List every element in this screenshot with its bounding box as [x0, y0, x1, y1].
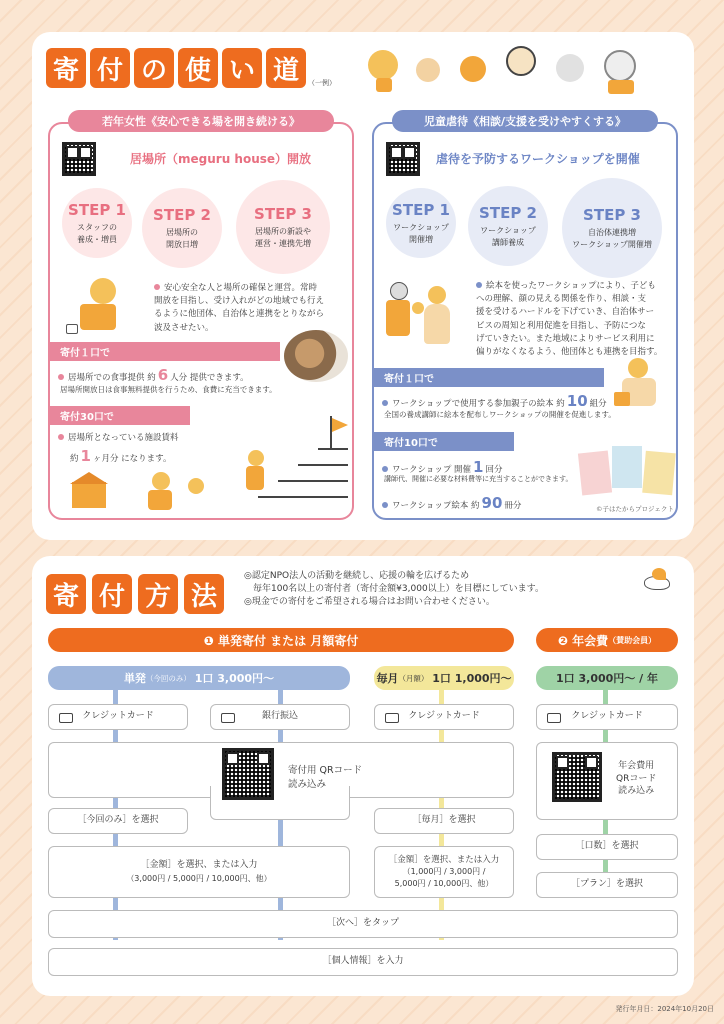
- bank-transfer-button[interactable]: 銀行振込: [210, 704, 350, 730]
- workshop-picturebook-line: ワークショップ絵本 約 90 冊分: [382, 492, 602, 515]
- donation-1-unit-band: 寄付１口で: [50, 342, 280, 361]
- amount-monthly-box[interactable]: ［金額］を選択、または入力 （1,000円 / 3,000円 / 5,000円 / 10,000円、他）: [374, 846, 514, 898]
- title-char: 寄: [46, 574, 86, 614]
- one-time-or-monthly-header: ❶ 単発寄付 または 月額寄付: [48, 628, 514, 652]
- shelter-rent-line: 居場所となっている施設賃料 約 1 ヶ月分 になります。: [58, 432, 238, 468]
- workshop-subtitle: 虐待を予防するワークショップを開催: [436, 152, 640, 166]
- title-char: 寄: [46, 48, 86, 88]
- credit-card-icon: [59, 713, 73, 723]
- annual-qr-code[interactable]: [552, 752, 602, 802]
- donation-10-units-band: 寄付10口で: [374, 432, 514, 451]
- select-units-button[interactable]: ［口数］を選択: [536, 834, 678, 860]
- project-credit: ©子はたからプロジェクト: [596, 505, 674, 513]
- step-2-circle: STEP 2 居場所の 開放日増: [142, 188, 222, 268]
- shelter-meal-note: 居場所開放日は食事無料提供を行うため、食費に充当できます。: [60, 385, 277, 394]
- step-1-circle: STEP 1 スタッフの 養成・増員: [62, 188, 132, 258]
- credit-card-button[interactable]: クレジットカード: [48, 704, 188, 730]
- amount-single-box[interactable]: ［金額］を選択、または入力 （3,000円 / 5,000円 / 10,000円、他）: [48, 846, 350, 898]
- family-illustration: [368, 46, 668, 96]
- bird-icon: [640, 568, 678, 598]
- method-notes: ◎認定NPO法人の活動を継続し、応援の輪を広げるため 毎年100名以上の寄付者（寄付金額¥3,000以上）を目標にしています。 ◎現金での寄付をご希望される場合はお問い合わせください。: [244, 571, 544, 608]
- shelter-subtitle: 居場所（meguru house）開放: [130, 152, 312, 166]
- issue-date: 発行年月日：2024年10月20日: [615, 1005, 714, 1013]
- annual-qr-label: 年会費用 QRコード 読み込み: [616, 761, 657, 797]
- credit-card-button[interactable]: クレジットカード: [536, 704, 678, 730]
- donation-qr-code[interactable]: [222, 748, 274, 800]
- title-char: い: [222, 48, 262, 88]
- usage-title-note: （一例）: [308, 79, 336, 87]
- personal-info-button[interactable]: ［個人情報］を入力: [48, 948, 678, 976]
- title-char: 道: [266, 48, 306, 88]
- title-char: 付: [90, 48, 130, 88]
- monthly-price-header: 毎月 （月額） 1口 1,000円〜: [374, 666, 514, 690]
- method-title: [46, 574, 224, 614]
- picture-books-illustration: [580, 444, 676, 500]
- step-2-circle: STEP 2 ワークショップ 講師養成: [468, 186, 548, 266]
- young-women-header: 若年女性《安心できる場を開き続ける》: [68, 110, 334, 132]
- usage-card: [32, 32, 694, 540]
- shelter-meal-line: 居場所での食事提供 約 6 人分 提供できます。: [58, 364, 288, 387]
- stairs-flag-illustration: [238, 416, 348, 516]
- title-char: 使: [178, 48, 218, 88]
- donation-1-unit-band: 寄付１口で: [374, 368, 604, 387]
- donation-qr-label: 寄付用 QRコード 読み込み: [288, 765, 363, 791]
- next-button[interactable]: ［次へ］をタップ: [48, 910, 678, 938]
- select-plan-button[interactable]: ［プラン］を選択: [536, 872, 678, 898]
- select-once-button[interactable]: ［今回のみ］を選択: [48, 808, 188, 834]
- usage-title: [46, 48, 306, 88]
- select-monthly-button[interactable]: ［毎月］を選択: [374, 808, 514, 834]
- title-char: 付: [92, 574, 132, 614]
- credit-card-icon: [385, 713, 399, 723]
- family-group-illustration: [384, 282, 464, 358]
- credit-card-icon: [547, 713, 561, 723]
- food-photo: [284, 330, 348, 382]
- workshop-event-line: ワークショップ 開催 1 回分: [382, 456, 602, 479]
- workshop-description: 絵本を使ったワークショップにより、子ども への理解、顔の見える関係を作り、相談・支 援を受けるハードルを下げていき、自治体サー ビスの周知と利用促進を目指し、予防につな げていきたい。また地域によりサービス利用に 偏りがなくなるよう、他団体とも連携を目指す。: [476, 281, 663, 357]
- method-card: [32, 556, 694, 996]
- workshop-book-line: ワークショップで使用する参加親子の絵本 約 10 組分: [382, 390, 622, 413]
- qr-code-icon[interactable]: [62, 142, 96, 176]
- qr-code-icon[interactable]: [386, 142, 420, 176]
- credit-card-button[interactable]: クレジットカード: [374, 704, 514, 730]
- workshop-book-note: 全国の養成講師に絵本を配布しワークショップの開催を促進します。: [384, 410, 616, 419]
- step-3-circle: STEP 3 自治体連携増 ワークショップ開催増: [562, 178, 662, 278]
- title-char: 法: [184, 574, 224, 614]
- shelter-description: 安心安全な人と場所の確保と運営。常時 開放を目指し、受け入れがどの地域でも行え るように他団体、自治体と連携をとりながら 波及させたい。: [154, 283, 325, 333]
- child-abuse-header: 児童虐待《相談/支援を受けやすくする》: [392, 110, 658, 132]
- annual-fee-header: ❷ 年会費 （賛助会員）: [536, 628, 678, 652]
- workshop-event-note: 講師代、開催に必要な材料費等に充当することができます。: [384, 475, 573, 483]
- title-char: 方: [138, 574, 178, 614]
- reading-woman-illustration: [66, 278, 146, 338]
- donation-30-units-band: 寄付30口で: [50, 406, 190, 425]
- bank-icon: [221, 713, 235, 723]
- step-1-circle: STEP 1 ワークショップ 開催増: [386, 188, 456, 258]
- house-children-illustration: [72, 468, 222, 518]
- annual-price-header: 1口 3,000円〜 / 年: [536, 666, 678, 690]
- title-char: の: [134, 48, 174, 88]
- step-3-circle: STEP 3 居場所の新設や 運営・連携先増: [236, 180, 330, 274]
- single-price-header: 単発 （今回のみ） 1口 3,000円〜: [48, 666, 350, 690]
